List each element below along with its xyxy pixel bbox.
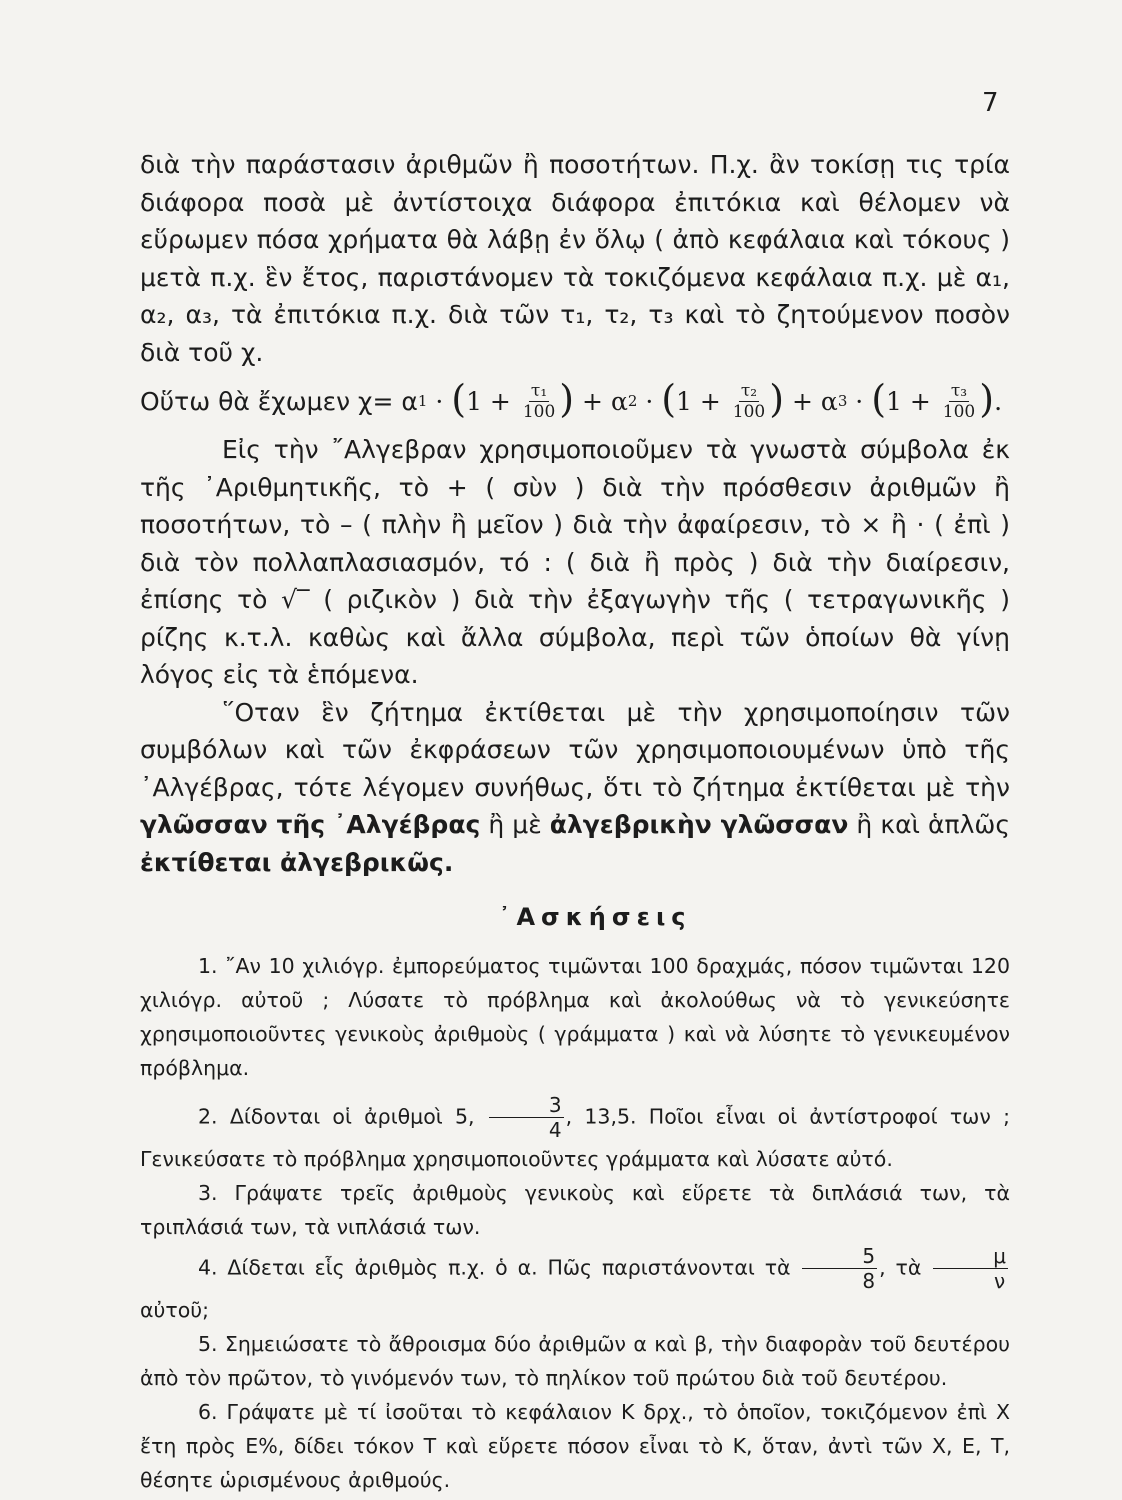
formula-term2: α [610, 386, 628, 416]
exercise-5: 5. Σημειώσατε τὸ ἄθροισμα δύο ἀριθμῶν α καὶ β, τὴν διαφορὰν τοῦ δευτέρου ἀπὸ τὸν πρῶτον, τὸ γινόμενόν των, τὸ πηλίκον τοῦ πρώτου διὰ τοῦ δευτέρου. [140, 1332, 1010, 1390]
paragraph-symbols: Εἰς τὴν ῎Αλγεβραν χρησιμοποιοῦμεν τὰ γνωστὰ σύμβολα ἐκ τῆς ᾿Αριθμητικῆς, τὸ + ( σὺν ) διὰ τὴν πρόσθεσιν ἀριθμῶν ἢ ποσοτήτων, τὸ – ( πλὴν ἢ μεῖον ) διὰ τὴν ἀφαίρεσιν, τὸ × ἢ · ( ἐπὶ ) διὰ τὸν πολλαπλασιασμόν, τό : ( διὰ ἢ πρὸς ) διὰ τὴν διαίρεσιν, ἐπίσης τὸ √‾ ( ριζικὸν ) διὰ τὴν ἐξαγωγὴν τῆς ( τετραγωνικῆς ) ρίζης κ.τ.λ. καθὼς καὶ ἄλλα σύμβολα, περὶ τῶν ὁποίων θὰ γίνῃ λόγος εἰς τὰ ἑπόμενα. [140, 435, 1010, 689]
fraction-three-quarters: $\frac{3}{4}$ [489, 1093, 564, 1142]
exercise-6: 6. Γράψατε μὲ τί ἰσοῦται τὸ κεφάλαιον Κ δρχ., τὸ ὁποῖον, τοκιζόμενον ἐπὶ Χ ἔτη πρὸς Ε%, δίδει τόκον Τ καὶ εὕρετε πόσον εἶναι τὸ Κ, ὅταν, ἀντὶ τῶν Χ, Ε, Τ, θέσητε ὡρισμένους ἀριθμούς. [140, 1400, 1010, 1492]
page-body [140, 146, 1010, 1497]
exercises-heading: ᾿Ασκήσεις [498, 903, 692, 931]
term-algebra-language: γλῶσσαν τῆς ᾿Αλγέβρας [140, 810, 481, 839]
fraction-mu-nu: $\frac{\mu}{\nu}$ [933, 1244, 1008, 1293]
formula-lead: Οὕτω θὰ ἔχωμεν χ= α [140, 386, 418, 416]
formula-sub-3: 3 [837, 392, 848, 410]
exercise-2: 2. Δίδονται οἱ ἀριθμοὶ 5, $\frac{3}{4}$ , 13,5. Ποῖοι εἶναι οἱ ἀντίστροφοί των ; Γενικεύσατε τὸ πρόβλημα χρησιμοποιοῦντες γράμματα καὶ λύσατε αὐτό. [140, 1093, 1010, 1171]
page-number: 7 [982, 88, 999, 118]
fraction-t3: $\frac{\text{τ₃}}{100}$ [942, 380, 976, 422]
exercise-3: 3. Γράψατε τρεῖς ἀριθμοὺς γενικοὺς καὶ εὕρετε τὰ διπλάσιά των, τὰ τριπλάσιά των, τὰ νιπλάσιά των. [140, 1181, 1010, 1239]
exercise-1: 1. ῎Αν 10 χιλιόγρ. ἐμπορεύματος τιμῶνται 100 δραχμάς, πόσον τιμῶνται 120 χιλιόγρ. αὐτοῦ ; Λύσατε τὸ πρόβλημα καὶ ἀκολούθως νὰ τὸ γενικεύσητε χρησιμοποιοῦντες γενικοὺς ἀριθμοὺς ( γράμματα ) καὶ νὰ λύσητε τὸ γενικευμένον πρόβλημα. [140, 954, 1010, 1080]
paragraph-intro: διὰ τὴν παράστασιν ἀριθμῶν ἢ ποσοτήτων. Π.χ. ἂν τοκίσῃ τις τρία διάφορα ποσὰ μὲ ἀντίστοιχα διάφορα ἐπιτόκια καὶ θέλομεν νὰ εὕρωμεν πόσα χρήματα θὰ λάβῃ ἐν ὅλῳ ( ἀπὸ κεφάλαια καὶ τόκους ) μετὰ π.χ. ἓν ἔτος, παριστάνομεν τὰ τοκιζόμενα κεφάλαια π.χ. μὲ α₁, α₂, α₃, τὰ ἐπιτόκια π.χ. διὰ τῶν τ₁, τ₂, τ₃ καὶ τὸ ζητούμενον ποσὸν διὰ τοῦ χ. [140, 150, 1010, 367]
interest-formula: Οὕτω θὰ ἔχωμεν χ= α 1 · ( 1 + $\frac{\text{τ₁}}{100}$ ) + α 2 · ( 1 + $\frac{\text{τ₂}}{100}$ ) + α 3 · ( 1 + $\frac{\text{τ₃}}{100}$ ) . [140, 377, 1003, 422]
term-algebraic-language: ἀλγεβρικὴν γλῶσσαν [549, 810, 849, 839]
formula-term3: α [820, 386, 838, 416]
fraction-five-eighths: $\frac{5}{8}$ [802, 1244, 877, 1293]
exercise-4: 4. Δίδεται εἷς ἀριθμὸς π.χ. ὁ α. Πῶς παριστάνονται τὰ $\frac{5}{8}$ , τὰ $\frac{\mu}{\nu}$ αὐτοῦ; [140, 1244, 1006, 1322]
term-algebraically: ἐκτίθεται ἀλγεβρικῶς. [140, 847, 454, 877]
fraction-t2: $\frac{\text{τ₂}}{100}$ [732, 380, 766, 422]
paragraph-algebraic-language: ῞Οταν ἓν ζήτημα ἐκτίθεται μὲ τὴν χρησιμοποίησιν τῶν συμβόλων καὶ τῶν ἐκφράσεων τῶν χρησιμοποιουμένων ὑπὸ τῆς ᾿Αλγέβρας, τότε λέγομεν συνήθως, ὅτι τὸ ζήτημα ἐκτίθεται μὲ τὴν γλῶσσαν τῆς ᾿Αλγέβρας ἢ μὲ ἀλγεβρικὴν γλῶσσαν ἢ καὶ ἁπλῶς ἐκτίθεται ἀλγεβρικῶς. [140, 697, 1010, 877]
fraction-t1: $\frac{\text{τ₁}}{100}$ [522, 380, 556, 422]
formula-sub-1: 1 [417, 392, 428, 410]
formula-sub-2: 2 [627, 392, 638, 410]
